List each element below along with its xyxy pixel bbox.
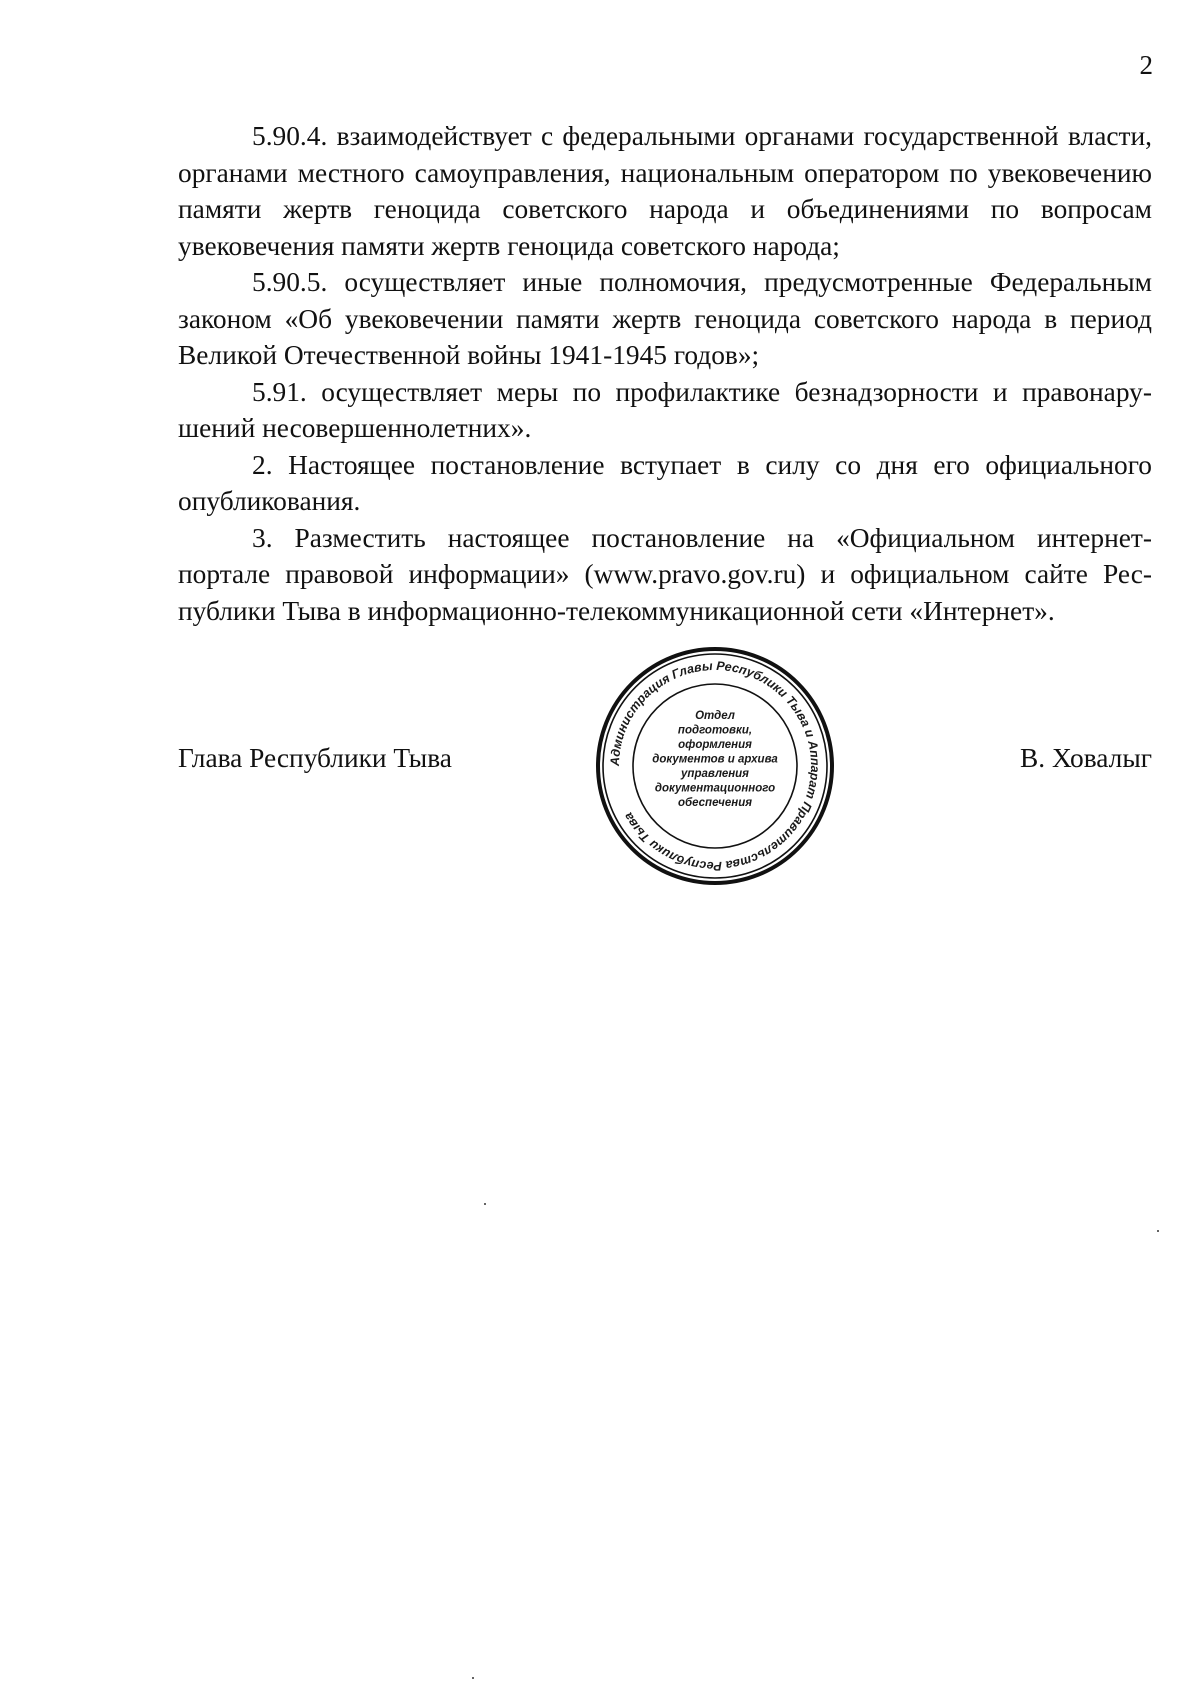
paragraph-3-publication: 3. Разместить настоящее постановление на «Официальном интернет-портале правовой информации» (www.pravo.gov.ru) и официальном сайте Республики Тыва в информационно-телекоммуникационной сети «Интернет».: [178, 522, 1152, 626]
stamp-ring-text: [608, 659, 822, 873]
signatory-name: В. Ховалыг: [1020, 743, 1152, 773]
signatory-position: Глава Республики Тыва: [178, 743, 452, 773]
official-stamp: [594, 645, 836, 887]
paragraph-5-90-5: 5.90.5. осуществляет иные полномочия, предусмотренные Федеральным законом «Об увековечении памяти жертв геноцида советского народа в период Великой Отечественной войны 1941-1945 годов»;: [178, 267, 1152, 370]
stamp-inner-ring: [633, 684, 797, 848]
stamp-outer-ring-inner: [603, 654, 827, 878]
scan-speck: [472, 1677, 474, 1679]
scan-speck: [484, 1203, 486, 1205]
paragraph-5-90-4: 5.90.4. взаимодействует с федеральными органами государственной власти, органами местного самоуправления, национальным оператором по увековечению памяти жертв геноцида советского народа и объединениями по вопросам увековечения памяти жертв геноцида советского народа;: [178, 121, 1152, 261]
stamp-center-line: документационного: [654, 782, 776, 795]
scan-speck: [1157, 1230, 1159, 1232]
stamp-center-line: подготовки,: [677, 724, 753, 737]
stamp-graphic: [594, 645, 836, 887]
stamp-center-line: управления: [681, 768, 749, 780]
stamp-center-text: [652, 710, 778, 809]
stamp-center-line: Отдел: [695, 710, 735, 722]
paragraph-2-effective-date: 2. Настоящее постановление вступает в силу со дня его официального опубликования.: [178, 449, 1152, 516]
page-number: 2: [1139, 50, 1153, 80]
stamp-ring-textpath: Администрация Главы Республики Тыва и Аппарат Правительства Республики Тыва: [607, 658, 823, 874]
paragraph-5-91: 5.91. осуществляет меры по профилактике безнадзорности и правонарушений несовершеннолетних».: [178, 376, 1152, 443]
document-body: [178, 118, 1152, 629]
stamp-center-line: обеспечения: [677, 797, 753, 809]
stamp-center-line: оформления: [678, 739, 752, 751]
stamp-center-line: документов и архива: [652, 753, 778, 766]
